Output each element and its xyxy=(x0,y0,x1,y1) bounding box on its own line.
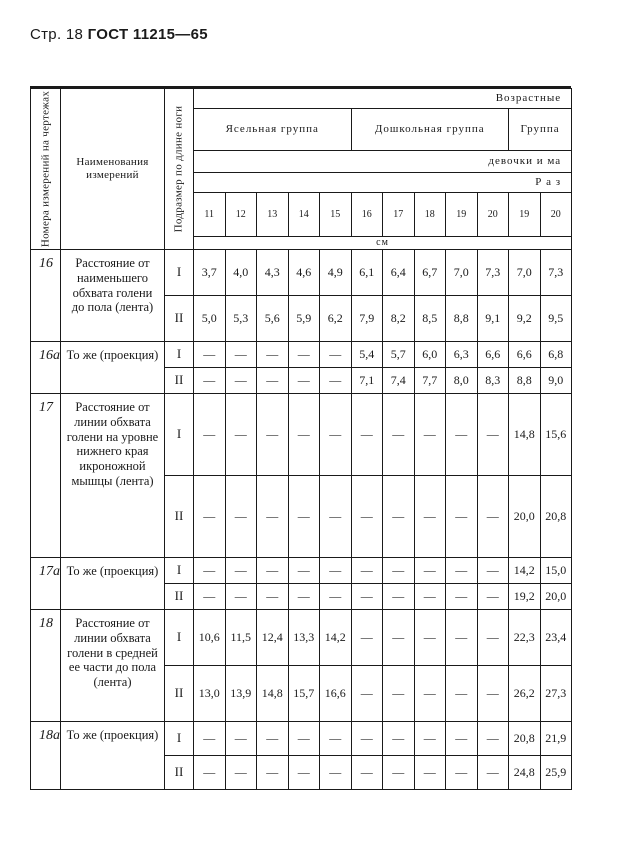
size-column-header: 19 xyxy=(509,193,541,237)
measurement-number: 16а xyxy=(31,342,61,394)
value-cell: 4,6 xyxy=(288,250,320,296)
value-cell: — xyxy=(351,584,383,610)
value-cell: — xyxy=(225,584,257,610)
value-cell: 8,8 xyxy=(446,296,478,342)
doc-code: ГОСТ 11215—65 xyxy=(87,26,208,43)
value-cell: — xyxy=(194,476,226,558)
value-cell: 14,2 xyxy=(320,610,352,666)
value-cell: — xyxy=(383,610,415,666)
value-cell: 5,4 xyxy=(351,342,383,368)
measurement-name: То же (проекция) xyxy=(61,558,165,610)
value-cell: — xyxy=(225,756,257,790)
value-cell: 23,4 xyxy=(540,610,572,666)
value-cell: 12,4 xyxy=(257,610,289,666)
measurement-name: Расстояние от наименьшего обхвата голени до пола (лента) xyxy=(61,250,165,342)
value-cell: — xyxy=(257,584,289,610)
col-header-number: Номера измерений на чертежах xyxy=(31,89,61,250)
value-cell: 14,8 xyxy=(257,666,289,722)
gender-label: девочки и ма xyxy=(194,151,572,173)
value-cell: — xyxy=(288,476,320,558)
value-cell: — xyxy=(414,394,446,476)
table-row xyxy=(31,342,572,368)
size-column-header: 15 xyxy=(320,193,352,237)
value-cell: 7,4 xyxy=(383,368,415,394)
value-cell: 16,6 xyxy=(320,666,352,722)
value-cell: — xyxy=(194,558,226,584)
value-cell: — xyxy=(446,584,478,610)
value-cell: 8,0 xyxy=(446,368,478,394)
col-header-subsize: Подразмер по длине ноги xyxy=(165,89,194,250)
value-cell: — xyxy=(320,756,352,790)
value-cell: — xyxy=(288,368,320,394)
size-column-header: 13 xyxy=(257,193,289,237)
subsize-cell: I xyxy=(165,250,194,296)
subsize-cell: I xyxy=(165,394,194,476)
value-cell: 7,3 xyxy=(477,250,509,296)
subsize-cell: II xyxy=(165,476,194,558)
subsize-cell: II xyxy=(165,296,194,342)
value-cell: — xyxy=(414,756,446,790)
size-column-header: 16 xyxy=(351,193,383,237)
col-header-name: Наименования измерений xyxy=(61,89,165,250)
value-cell: — xyxy=(257,342,289,368)
value-cell: — xyxy=(383,584,415,610)
measurement-name: Расстояние от линии обхвата голени в средней ее части до пола (лента) xyxy=(61,610,165,722)
value-cell: — xyxy=(225,476,257,558)
value-cell: 8,8 xyxy=(509,368,541,394)
value-cell: 5,9 xyxy=(288,296,320,342)
value-cell: 4,9 xyxy=(320,250,352,296)
value-cell: — xyxy=(288,394,320,476)
value-cell: 4,3 xyxy=(257,250,289,296)
value-cell: 8,3 xyxy=(477,368,509,394)
value-cell: — xyxy=(446,394,478,476)
subsize-cell: II xyxy=(165,584,194,610)
value-cell: — xyxy=(477,666,509,722)
value-cell: — xyxy=(225,342,257,368)
value-cell: 9,5 xyxy=(540,296,572,342)
value-cell: 13,3 xyxy=(288,610,320,666)
value-cell: 6,3 xyxy=(446,342,478,368)
value-cell: — xyxy=(288,342,320,368)
value-cell: 6,6 xyxy=(477,342,509,368)
value-cell: 20,0 xyxy=(540,584,572,610)
page-header xyxy=(30,26,208,43)
value-cell: — xyxy=(477,610,509,666)
size-column-header: 20 xyxy=(477,193,509,237)
value-cell: 7,0 xyxy=(446,250,478,296)
value-cell: 8,2 xyxy=(383,296,415,342)
value-cell: — xyxy=(383,558,415,584)
value-cell: — xyxy=(414,476,446,558)
value-cell: — xyxy=(225,558,257,584)
value-cell: 13,9 xyxy=(225,666,257,722)
value-cell: — xyxy=(288,584,320,610)
value-cell: — xyxy=(414,584,446,610)
measurement-number: 16 xyxy=(31,250,61,342)
page-label: Стр. 18 xyxy=(30,26,84,43)
value-cell: — xyxy=(288,722,320,756)
subsize-cell: I xyxy=(165,610,194,666)
value-cell: 27,3 xyxy=(540,666,572,722)
table-row xyxy=(31,722,572,756)
table-row xyxy=(31,558,572,584)
value-cell: — xyxy=(225,368,257,394)
value-cell: 20,8 xyxy=(509,722,541,756)
measurement-number: 17 xyxy=(31,394,61,558)
value-cell: 21,9 xyxy=(540,722,572,756)
value-cell: — xyxy=(194,394,226,476)
value-cell: — xyxy=(446,666,478,722)
value-cell: 15,0 xyxy=(540,558,572,584)
value-cell: — xyxy=(383,722,415,756)
value-cell: 14,2 xyxy=(509,558,541,584)
value-cell: 6,0 xyxy=(414,342,446,368)
value-cell: — xyxy=(194,722,226,756)
value-cell: 11,5 xyxy=(225,610,257,666)
group-top-label: Возрастные xyxy=(194,89,572,109)
size-label: Р а з xyxy=(194,173,572,193)
value-cell: — xyxy=(414,610,446,666)
value-cell: 9,1 xyxy=(477,296,509,342)
value-cell: — xyxy=(477,558,509,584)
value-cell: 6,4 xyxy=(383,250,415,296)
value-cell: — xyxy=(351,476,383,558)
value-cell: — xyxy=(446,558,478,584)
size-column-header: 12 xyxy=(225,193,257,237)
value-cell: — xyxy=(194,584,226,610)
value-cell: — xyxy=(446,476,478,558)
value-cell: — xyxy=(414,722,446,756)
value-cell: — xyxy=(225,722,257,756)
value-cell: 6,2 xyxy=(320,296,352,342)
value-cell: 8,5 xyxy=(414,296,446,342)
table-row xyxy=(31,610,572,666)
value-cell: 6,8 xyxy=(540,342,572,368)
value-cell: 20,0 xyxy=(509,476,541,558)
size-column-header: 19 xyxy=(446,193,478,237)
value-cell: — xyxy=(414,666,446,722)
size-column-header: 20 xyxy=(540,193,572,237)
value-cell: 7,1 xyxy=(351,368,383,394)
group-preschool: Дошкольная группа xyxy=(351,109,509,151)
measurement-name: Расстояние от линии обхвата голени на уровне нижнего края икроножной мышцы (лента) xyxy=(61,394,165,558)
value-cell: 9,2 xyxy=(509,296,541,342)
value-cell: — xyxy=(446,722,478,756)
value-cell: — xyxy=(257,756,289,790)
value-cell: — xyxy=(383,666,415,722)
measurement-number: 18 xyxy=(31,610,61,722)
value-cell: 22,3 xyxy=(509,610,541,666)
value-cell: 5,6 xyxy=(257,296,289,342)
value-cell: — xyxy=(320,558,352,584)
size-column-header: 17 xyxy=(383,193,415,237)
value-cell: — xyxy=(477,722,509,756)
value-cell: — xyxy=(320,584,352,610)
value-cell: 5,0 xyxy=(194,296,226,342)
size-column-header: 18 xyxy=(414,193,446,237)
measurement-number: 17а xyxy=(31,558,61,610)
value-cell: 13,0 xyxy=(194,666,226,722)
value-cell: 3,7 xyxy=(194,250,226,296)
size-column-header: 14 xyxy=(288,193,320,237)
value-cell: 9,0 xyxy=(540,368,572,394)
value-cell: 19,2 xyxy=(509,584,541,610)
value-cell: — xyxy=(194,368,226,394)
table-row xyxy=(31,394,572,476)
value-cell: 4,0 xyxy=(225,250,257,296)
measurement-name: То же (проекция) xyxy=(61,342,165,394)
value-cell: — xyxy=(288,756,320,790)
value-cell: — xyxy=(257,476,289,558)
group-nursery: Ясельная группа xyxy=(194,109,352,151)
value-cell: 7,7 xyxy=(414,368,446,394)
measurement-number: 18а xyxy=(31,722,61,790)
subsize-cell: II xyxy=(165,666,194,722)
value-cell: — xyxy=(225,394,257,476)
value-cell: 6,6 xyxy=(509,342,541,368)
value-cell: 15,6 xyxy=(540,394,572,476)
value-cell: — xyxy=(194,756,226,790)
measurement-name: То же (проекция) xyxy=(61,722,165,790)
value-cell: — xyxy=(257,394,289,476)
value-cell: — xyxy=(351,722,383,756)
value-cell: 10,6 xyxy=(194,610,226,666)
value-cell: — xyxy=(351,558,383,584)
unit-label: см xyxy=(194,237,572,250)
value-cell: — xyxy=(446,610,478,666)
value-cell: 6,7 xyxy=(414,250,446,296)
value-cell: 6,1 xyxy=(351,250,383,296)
value-cell: — xyxy=(383,756,415,790)
value-cell: 24,8 xyxy=(509,756,541,790)
value-cell: — xyxy=(351,666,383,722)
value-cell: 5,3 xyxy=(225,296,257,342)
subsize-cell: II xyxy=(165,756,194,790)
value-cell: 5,7 xyxy=(383,342,415,368)
value-cell: — xyxy=(351,394,383,476)
value-cell: — xyxy=(446,756,478,790)
value-cell: — xyxy=(288,558,320,584)
value-cell: — xyxy=(257,722,289,756)
value-cell: 14,8 xyxy=(509,394,541,476)
subsize-cell: II xyxy=(165,368,194,394)
value-cell: 26,2 xyxy=(509,666,541,722)
value-cell: — xyxy=(257,368,289,394)
subsize-cell: I xyxy=(165,558,194,584)
value-cell: — xyxy=(477,756,509,790)
measurements-table xyxy=(30,88,572,790)
value-cell: — xyxy=(320,722,352,756)
value-cell: — xyxy=(414,558,446,584)
table-row xyxy=(31,250,572,296)
value-cell: 15,7 xyxy=(288,666,320,722)
value-cell: — xyxy=(351,756,383,790)
subsize-cell: I xyxy=(165,722,194,756)
value-cell: — xyxy=(320,394,352,476)
value-cell: — xyxy=(320,342,352,368)
value-cell: — xyxy=(320,368,352,394)
value-cell: 20,8 xyxy=(540,476,572,558)
value-cell: — xyxy=(383,476,415,558)
value-cell: — xyxy=(257,558,289,584)
value-cell: — xyxy=(477,584,509,610)
value-cell: — xyxy=(383,394,415,476)
value-cell: — xyxy=(477,394,509,476)
value-cell: 7,9 xyxy=(351,296,383,342)
value-cell: 7,3 xyxy=(540,250,572,296)
value-cell: — xyxy=(194,342,226,368)
value-cell: — xyxy=(320,476,352,558)
size-column-header: 11 xyxy=(194,193,226,237)
value-cell: 25,9 xyxy=(540,756,572,790)
value-cell: — xyxy=(351,610,383,666)
value-cell: 7,0 xyxy=(509,250,541,296)
group-school: Группа xyxy=(509,109,572,151)
value-cell: — xyxy=(477,476,509,558)
subsize-cell: I xyxy=(165,342,194,368)
